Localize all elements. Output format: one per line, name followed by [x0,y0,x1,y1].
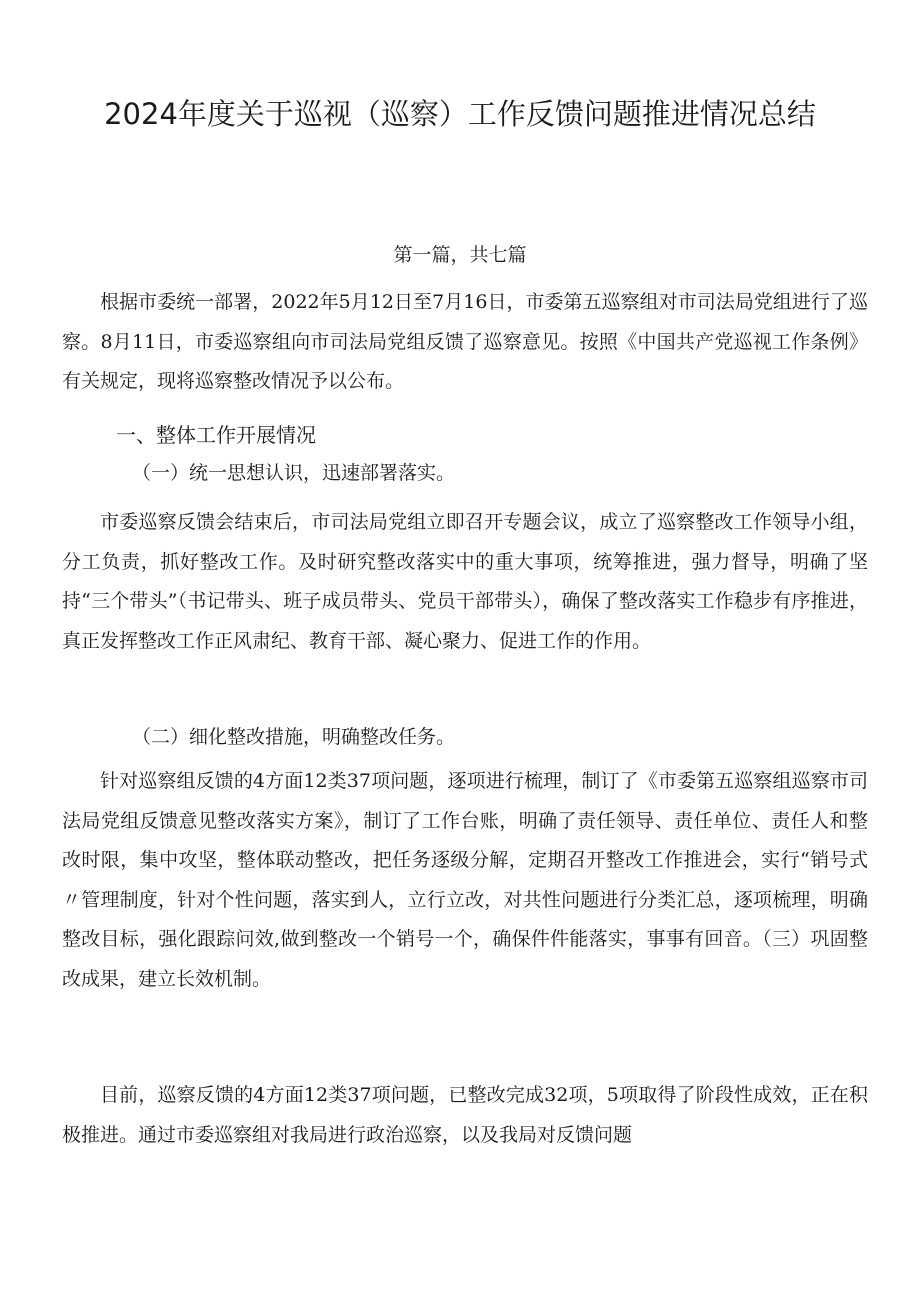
paragraph-intro: 根据市委统一部署，2022年5月12日至7月16日，市委第五巡察组对市司法局党组进行了巡察。8月11日，市委巡察组向市司法局党组反馈了巡察意见。按照《中国共产党巡视工作条例》有关规定，现将巡察整改情况予以公布。 [62,291,868,392]
subsection-heading-2: （二）细化整改措施，明确整改任务。 [132,726,456,748]
document-subtitle: 第一篇，共七篇 [393,244,527,266]
subsection-heading-1: （一）统一思想认识，迅速部署落实。 [132,462,456,484]
paragraph-progress: 目前，巡察反馈的4方面12类37项问题，已整改完成32项，5项取得了阶段性成效，正在积极推进。通过市委巡察组对我局进行政治巡察，以及我局对反馈问题 [62,1084,868,1146]
paragraph-measures: 针对巡察组反馈的4方面12类37项问题，逐项进行梳理，制订了《市委第五巡察组巡察市司法局党组反馈意见整改落实方案》，制订了工作台账，明确了责任领导、责任单位、责任人和整改时限，集中攻坚，整体联动整改，把任务逐级分解，定期召开整改工作推进会，实行“销号式〃管理制度，针对个性问题，落实到人，立行立改，对共性问题进行分类汇总，逐项梳理，明确整改目标，强化跟踪问效,做到整改一个销号一个，确保件件能落实，事事有回音。（三）巩固整改成果，建立长效机制。 [62,770,868,990]
section-heading-1: 一、整体工作开展情况 [116,423,316,447]
paragraph-deployment: 市委巡察反馈会结束后，市司法局党组立即召开专题会议，成立了巡察整改工作领导小组，分工负责，抓好整改工作。及时研究整改落实中的重大事项，统筹推进，强力督导，明确了坚持“三个带头”（书记带头、班子成员带头、党员干部带头），确保了整改落实工作稳步有序推进，真正发挥整改工作正风肃纪、教育干部、凝心聚力、促进工作的作用。 [62,511,868,652]
document-title: 2024年度关于巡视（巡察）工作反馈问题推进情况总结 [104,97,816,131]
